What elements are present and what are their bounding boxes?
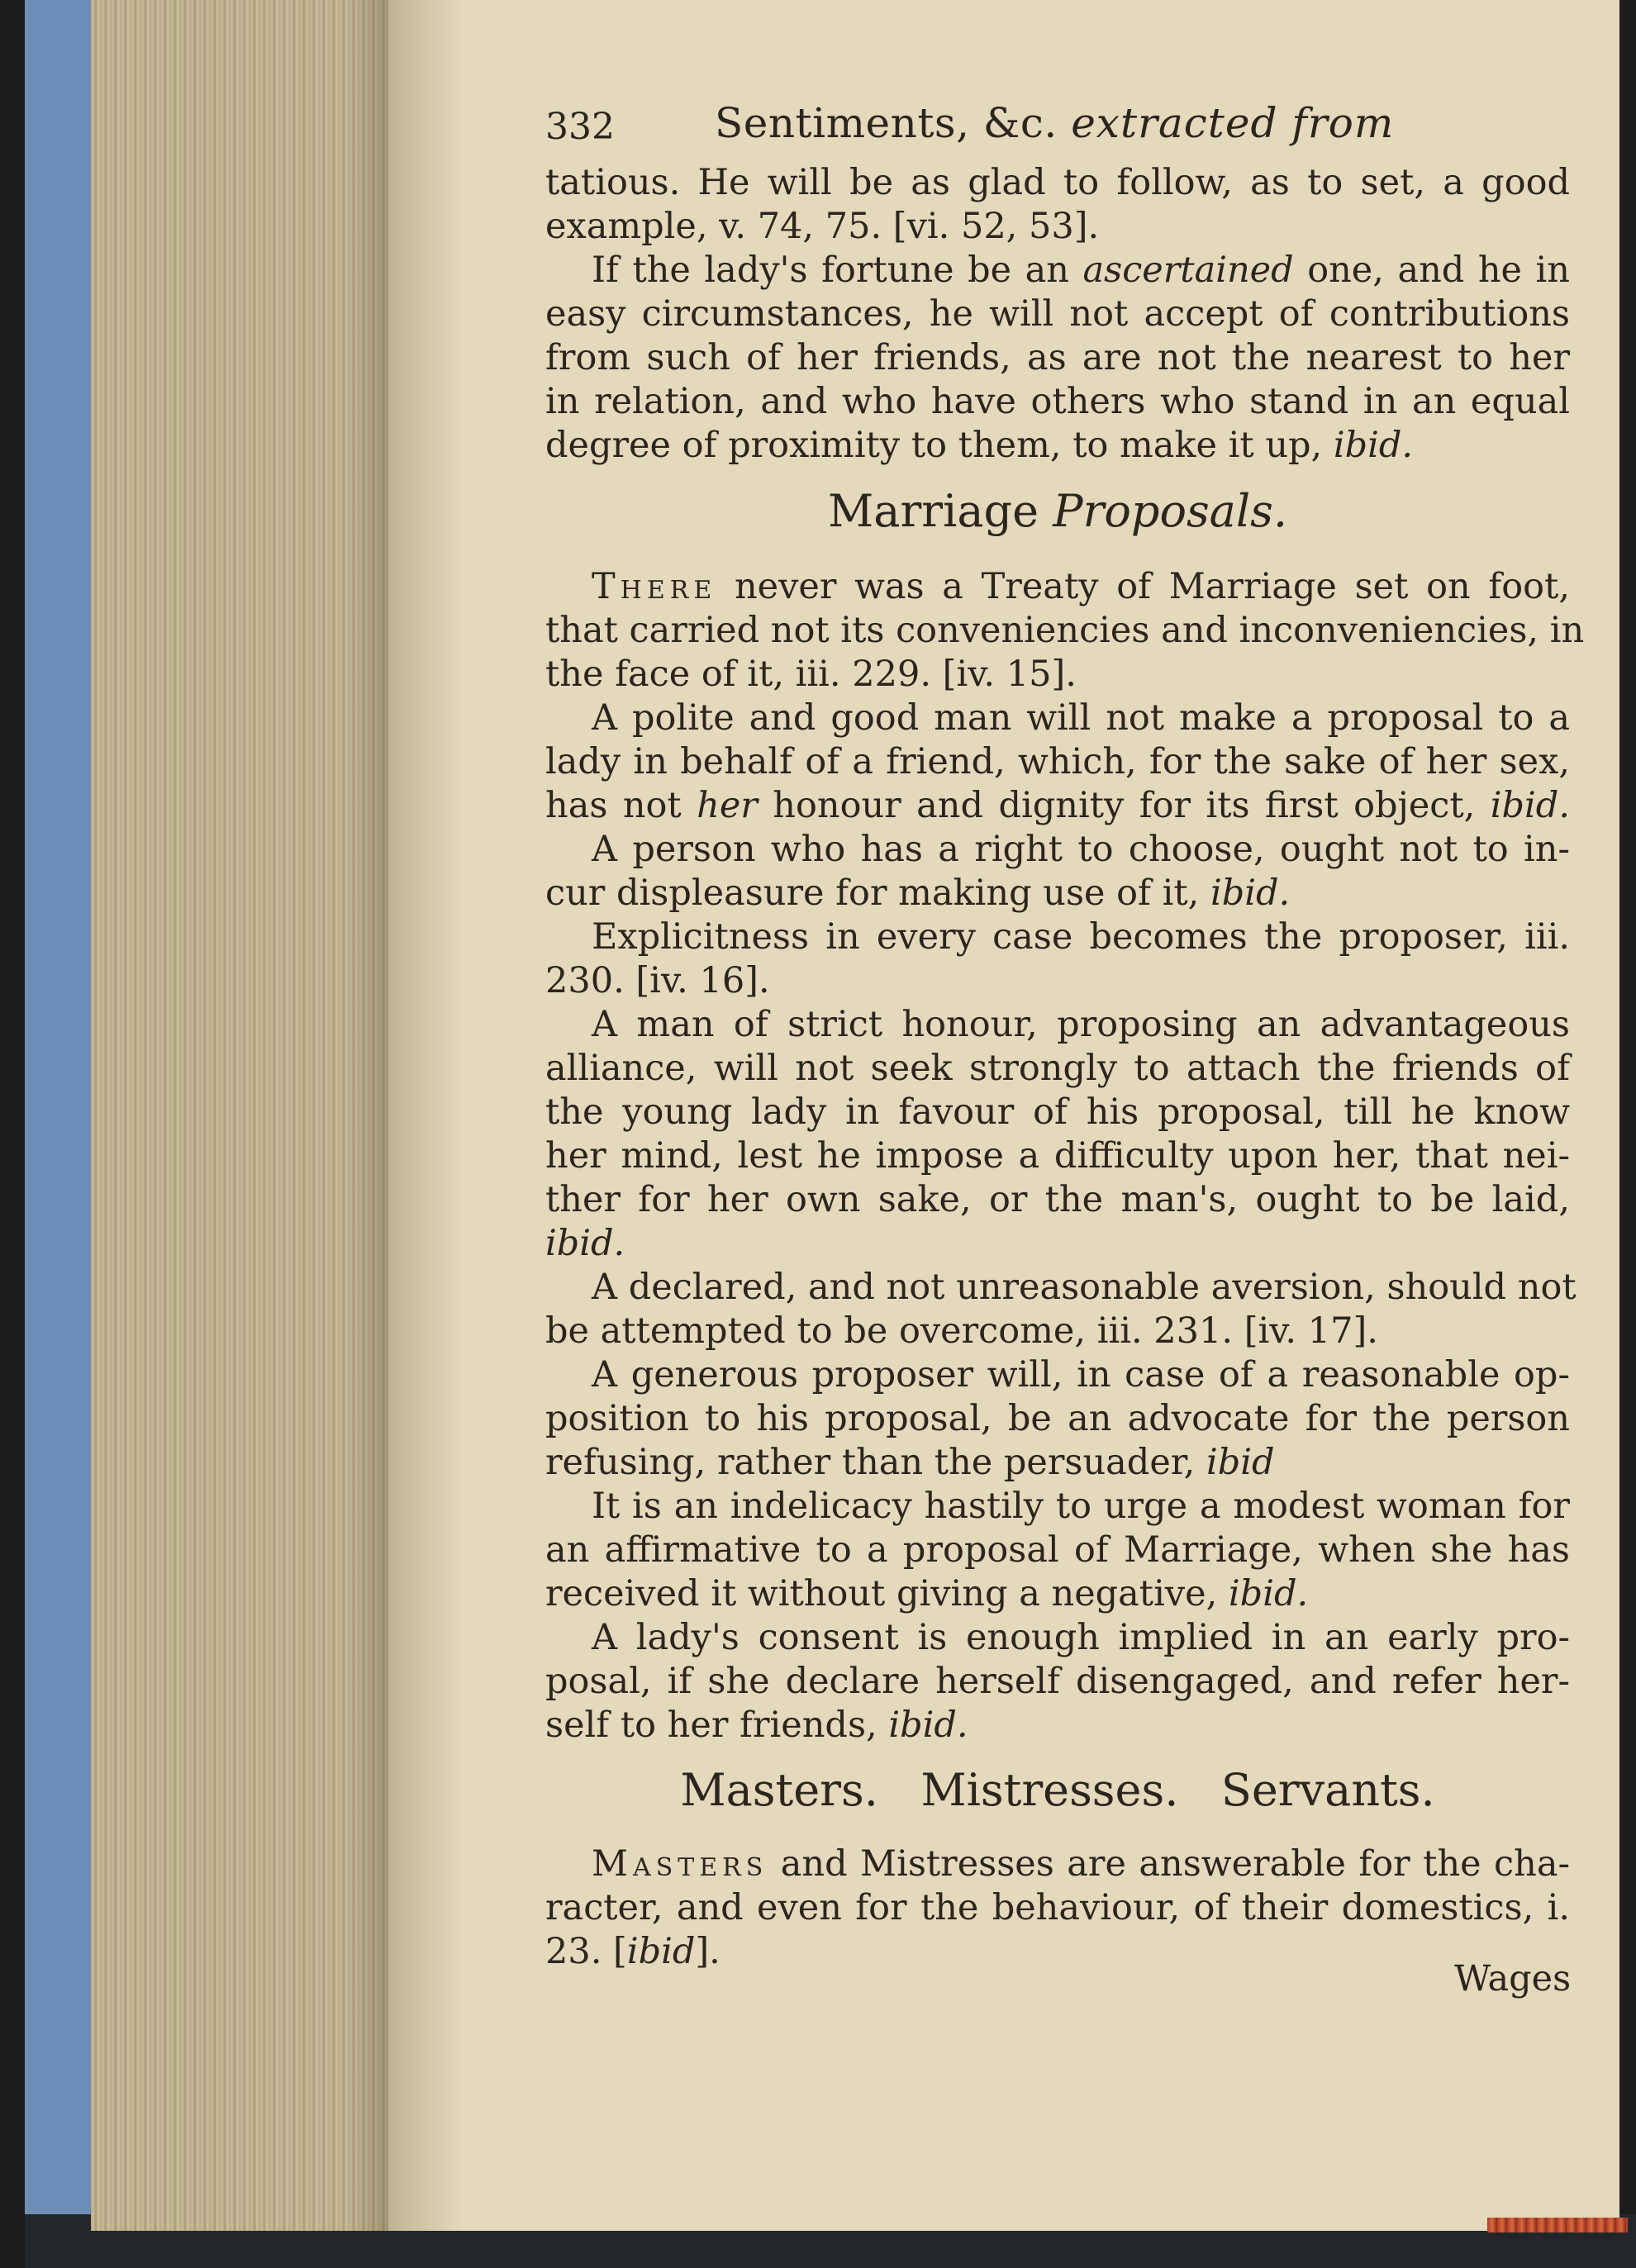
para2-text: one, and he in: [1293, 250, 1570, 291]
small-caps-lead: Masters: [592, 1843, 768, 1885]
masters-line-2: racter, and even for the behaviour, of their domestics, i.: [545, 1887, 1570, 1928]
section-heading-marriage-proposals: [545, 485, 1570, 537]
ibid-reference: ibid.: [1228, 1573, 1309, 1614]
marriage-text: never was a Treaty of Marriage set on foot,: [716, 566, 1570, 607]
masters-line-3: [545, 1930, 721, 1974]
marriage-text: self to her friends,: [545, 1705, 889, 1746]
marriage-p6-line-2: be attempted to be overcome, iii. 231. [iv. 17].: [545, 1310, 1378, 1352]
marriage-p9-line-2: posal, if she declare herself disengaged, and refer her-: [545, 1661, 1570, 1702]
marriage-p4-line-2: 230. [iv. 16].: [545, 960, 770, 1001]
small-caps-lead: There: [592, 566, 717, 607]
marriage-p5-line-5: ther for her own sake, or the man's, ought to be laid,: [545, 1179, 1570, 1220]
heading-roman: Marriage: [827, 485, 1039, 537]
para2-line-2: easy circumstances, he will not accept of contributions: [545, 293, 1570, 335]
masters-text: 23. [: [545, 1931, 627, 1972]
marriage-p6-line-1: A declared, and not unreasonable aversion, should not: [592, 1267, 1577, 1308]
marriage-p2-line-1: A polite and good man will not make a proposal to a: [592, 697, 1570, 739]
running-head: [715, 99, 1394, 147]
ibid-reference: ibid: [626, 1931, 696, 1972]
heading-italic: Proposals.: [1053, 485, 1288, 537]
marriage-p2-line-3: [545, 784, 1570, 828]
marriage-p1-line-3: the face of it, iii. 229. [iv. 15].: [545, 654, 1077, 695]
page-number: 332: [545, 106, 615, 148]
marriage-p8-line-1: It is an indelicacy hastily to urge a modest woman for: [592, 1486, 1570, 1527]
running-head-roman: Sentiments, &c.: [715, 99, 1058, 147]
page-stack-edge: [91, 0, 388, 2231]
marriage-p5-line-4: her mind, lest he impose a difficulty upon her, that nei-: [545, 1135, 1570, 1177]
running-head-italic: extracted from: [1071, 99, 1395, 147]
masters-text: ].: [695, 1931, 721, 1972]
marriage-p1-line-1: [592, 565, 1570, 609]
marriage-text: has not: [545, 785, 697, 826]
para2-line-1: [592, 249, 1570, 292]
para2-text: degree of proximity to them, to make it up,: [545, 425, 1334, 466]
marriage-p2-line-2: lady in behalf of a friend, which, for the sake of her sex,: [545, 741, 1570, 782]
ibid-reference: ibid.: [1333, 425, 1414, 466]
marriage-p9-line-1: A lady's consent is enough implied in an early pro-: [592, 1617, 1570, 1658]
marriage-text: received it without giving a negative,: [545, 1573, 1229, 1614]
ibid-reference: ibid.: [545, 1223, 625, 1264]
ibid-reference: ibid.: [888, 1705, 968, 1746]
marriage-p8-line-2: an affirmative to a proposal of Marriage, when she has: [545, 1529, 1570, 1571]
catchword: Wages: [1454, 1958, 1572, 1999]
para1-line-2: example, v. 74, 75. [vi. 52, 53].: [545, 206, 1100, 247]
marriage-p4-line-1: Explicitness in every case becomes the proposer, iii.: [592, 916, 1570, 958]
para2-line-4: in relation, and who have others who stand in an equal: [545, 381, 1570, 422]
masters-text: and Mistresses are answerable for the cha-: [768, 1843, 1570, 1885]
section-heading-masters-mistresses-servants: Masters. Mistresses. Servants.: [680, 1764, 1435, 1816]
marriage-p3-line-2: [545, 872, 1290, 915]
marriage-text: honour and dignity for its first object,: [757, 785, 1491, 826]
para1-line-1: tatious. He will be as glad to follow, as to set, a good: [545, 162, 1570, 203]
masters-line-1: [592, 1842, 1570, 1886]
marriage-text: cur displeasure for making use of it,: [545, 872, 1210, 914]
gutter-shadow: [388, 0, 463, 2231]
italic-word: her: [697, 785, 758, 826]
marriage-p5-line-3: the young lady in favour of his proposal, till he know: [545, 1091, 1570, 1133]
para2-line-3: from such of her friends, as are not the nearest to her: [545, 337, 1570, 378]
marriage-p3-line-1: A person who has a right to choose, ought not to in-: [592, 829, 1570, 870]
ibid-reference: ibid.: [1210, 872, 1291, 914]
ibid-reference: ibid.: [1490, 785, 1570, 826]
marriage-p7-line-2: position to his proposal, be an advocate for the person: [545, 1398, 1570, 1439]
marriage-p8-line-3: [545, 1572, 1308, 1616]
marriage-text: refusing, rather than the persuader,: [545, 1442, 1206, 1483]
marriage-p7-line-1: A generous proposer will, in case of a reasonable op-: [592, 1354, 1570, 1396]
red-page-edge: [1487, 2218, 1628, 2232]
marriage-p5-line-2: alliance, will not seek strongly to attach the friends of: [545, 1048, 1570, 1089]
para2-text: If the lady's fortune be an: [592, 250, 1083, 291]
marriage-p5-line-6: [545, 1222, 625, 1266]
ibid-reference: ibid: [1206, 1442, 1275, 1483]
para2-italic: ascertained: [1082, 250, 1294, 291]
marriage-p1-line-2: that carried not its conveniencies and inconveniencies, in: [545, 610, 1585, 651]
running-header: [545, 91, 1462, 149]
marriage-p5-line-1: A man of strict honour, proposing an advantageous: [592, 1004, 1570, 1045]
para2-line-5: [545, 424, 1413, 468]
marriage-p9-line-3: [545, 1704, 968, 1747]
marriage-p7-line-3: [545, 1441, 1275, 1485]
